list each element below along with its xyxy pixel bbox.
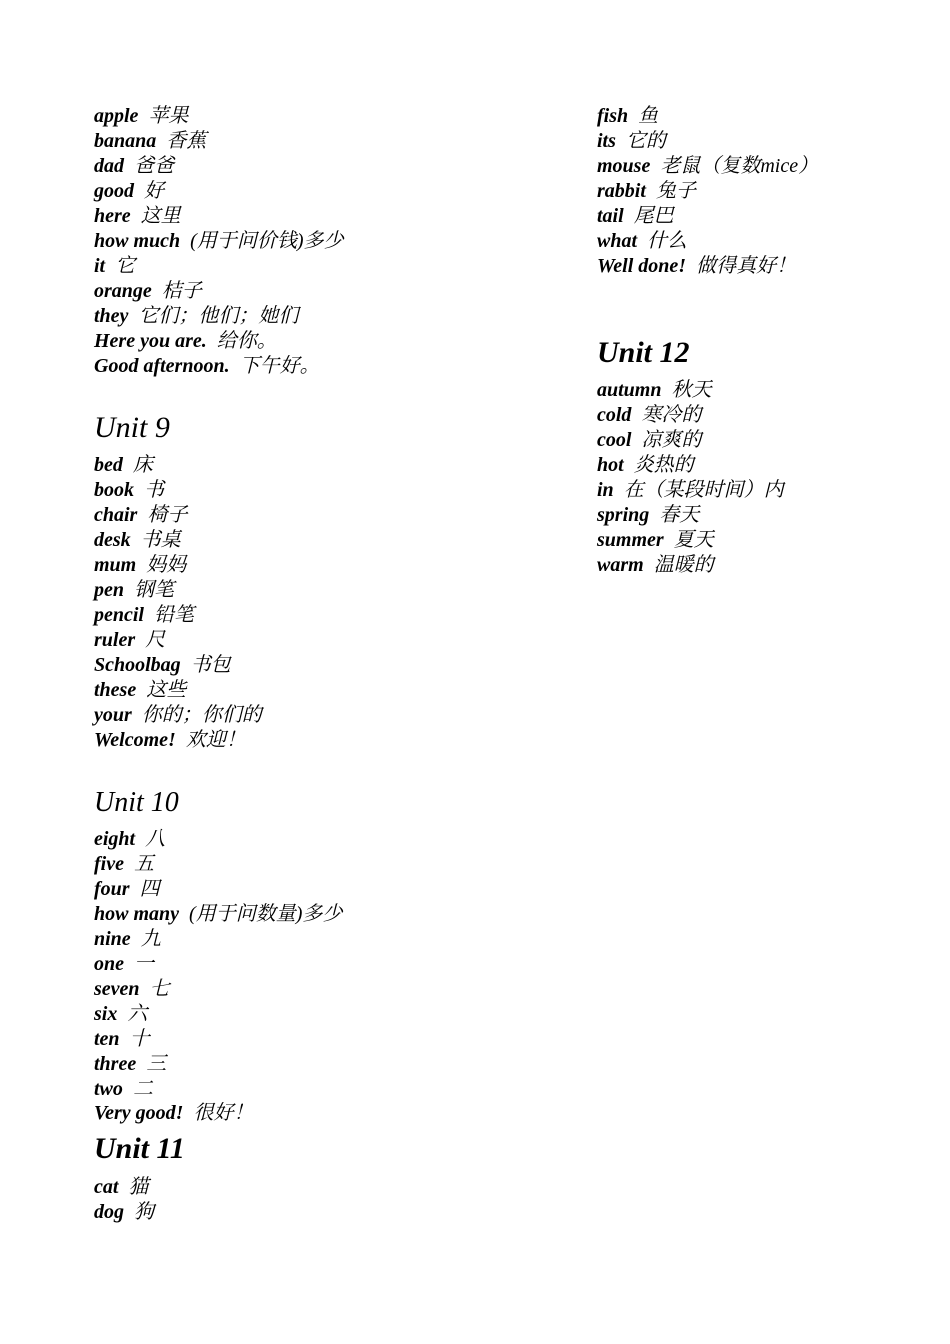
word-english: seven [94,978,140,1000]
word-chinese: 苹果 [148,105,189,127]
word-entry [94,852,154,876]
word-chinese: 做得真好！ [696,255,797,277]
word-english: it [94,255,106,277]
word-chinese: 六 [127,1003,148,1025]
word-entry [597,254,796,278]
word-english: mouse [597,155,651,177]
word-entry [94,254,135,278]
word-chinese: 它 [115,255,136,277]
word-chinese: 什么 [647,230,688,252]
word-entry [94,1027,150,1051]
word-entry [94,1101,253,1125]
word-english: summer [597,529,664,551]
word-chinese: 尺 [145,629,166,651]
word-chinese: 兔子 [655,180,696,202]
word-english: Very good! [94,1102,184,1124]
word-english: apple [94,105,139,127]
word-chinese: 你的；你们的 [141,704,262,726]
word-chinese: 尾巴 [633,205,674,227]
word-english: these [94,679,137,701]
word-chinese: 钢笔 [134,579,174,601]
word-entry [597,104,658,128]
word-entry [94,329,277,353]
word-entry [94,354,320,378]
word-english: what [597,230,638,252]
word-entry [94,877,160,901]
word-entry [94,154,174,178]
word-entry [94,553,186,577]
word-chinese: 老鼠（复数mice） [660,155,819,177]
word-entry [94,304,298,328]
word-chinese: 椅子 [147,504,188,526]
word-entry [94,1002,147,1026]
word-english: ruler [94,629,136,651]
word-entry [597,478,784,502]
word-english: desk [94,529,131,551]
word-english: two [94,1078,123,1100]
word-english: Well done! [597,255,687,277]
word-english: cool [597,429,632,451]
word-english: tail [597,205,624,227]
word-chinese: 给你。 [216,330,277,352]
unit11-heading: Unit 11 [94,1132,185,1165]
word-english: Here you are. [94,330,207,352]
word-english: eight [94,828,136,850]
word-entry [597,378,711,402]
word-english: how many [94,903,180,925]
word-chinese: 春天 [659,504,700,526]
word-chinese: 书桌 [140,529,181,551]
word-entry [94,129,206,153]
word-entry [94,578,174,602]
word-chinese: 温暖的 [653,554,714,576]
word-entry [597,428,701,452]
word-entry [94,1200,154,1224]
word-chinese: 这些 [146,679,187,701]
word-chinese: 炎热的 [633,454,694,476]
word-english: fish [597,105,629,127]
word-chinese: 九 [140,928,161,950]
word-english: your [94,704,132,726]
word-english: autumn [597,379,662,401]
word-chinese: (用于问价钱)多少 [190,230,344,252]
word-chinese: 床 [132,454,153,476]
word-entry [597,229,687,253]
word-entry [597,204,674,228]
word-entry [94,1052,166,1076]
unit12-heading: Unit 12 [597,336,690,369]
word-english: here [94,205,131,227]
word-english: good [94,180,134,202]
word-chinese: 八 [145,828,166,850]
word-entry [94,728,246,752]
word-chinese: 十 [129,1028,150,1050]
word-chinese: 香蕉 [166,130,207,152]
word-english: banana [94,130,157,152]
word-entry [94,453,153,477]
word-english: dad [94,155,124,177]
word-english: Schoolbag [94,654,181,676]
word-entry [94,827,165,851]
word-english: six [94,1003,118,1025]
word-chinese: 妈妈 [146,554,187,576]
word-english: book [94,479,134,501]
word-entry [597,129,666,153]
word-english: they [94,305,129,327]
word-english: warm [597,554,644,576]
word-entry [597,154,818,178]
word-english: pencil [94,604,144,626]
word-chinese: 秋天 [671,379,712,401]
word-english: one [94,953,124,975]
word-chinese: 欢迎！ [185,729,246,751]
word-chinese: 夏天 [673,529,714,551]
word-chinese: 四 [139,878,160,900]
word-chinese: 好 [144,180,164,202]
word-english: five [94,853,124,875]
word-entry [94,703,262,727]
word-entry [94,1175,148,1199]
word-entry [94,977,170,1001]
word-entry [94,902,342,926]
word-entry [94,952,154,976]
word-chinese: 狗 [134,1201,154,1223]
word-entry [94,229,343,253]
word-english: bed [94,454,123,476]
word-chinese: 五 [133,853,154,875]
word-chinese: 凉爽的 [641,429,702,451]
word-english: spring [597,504,650,526]
word-english: orange [94,280,152,302]
word-entry [94,1077,153,1101]
word-entry [597,553,714,577]
word-english: three [94,1053,137,1075]
word-entry [94,528,181,552]
word-entry [597,453,694,477]
word-entry [94,104,188,128]
word-english: Welcome! [94,729,176,751]
word-entry [597,503,699,527]
word-english: cat [94,1176,119,1198]
word-entry [94,678,186,702]
word-english: its [597,130,616,152]
word-chinese: 二 [132,1078,153,1100]
word-entry [94,927,161,951]
word-english: hot [597,454,624,476]
word-english: how much [94,230,181,252]
word-chinese: 鱼 [638,105,659,127]
word-entry [597,403,701,427]
unit10-heading: Unit 10 [94,787,179,818]
word-chinese: (用于问数量)多少 [189,903,343,925]
word-entry [94,478,164,502]
word-entry [597,528,714,552]
word-entry [94,653,231,677]
word-chinese: 桔子 [161,280,202,302]
word-english: cold [597,404,632,426]
word-entry [94,503,187,527]
word-chinese: 七 [149,978,170,1000]
word-entry [94,628,165,652]
word-english: mum [94,554,137,576]
word-chinese: 猫 [128,1176,149,1198]
word-chinese: 三 [146,1053,167,1075]
word-english: Good afternoon. [94,355,230,377]
word-chinese: 下午好。 [239,355,320,377]
word-english: dog [94,1201,124,1223]
word-chinese: 它们；他们；她们 [138,305,299,327]
word-chinese: 它的 [625,130,666,152]
word-chinese: 铅笔 [154,604,194,626]
word-chinese: 书包 [190,654,231,676]
word-chinese: 在（某段时间）内 [623,479,784,501]
word-english: ten [94,1028,120,1050]
word-english: chair [94,504,138,526]
word-entry [94,179,164,203]
word-chinese: 爸爸 [134,155,174,177]
word-english: nine [94,928,131,950]
word-entry [597,179,696,203]
word-english: rabbit [597,180,646,202]
word-english: four [94,878,130,900]
word-entry [94,279,202,303]
word-chinese: 寒冷的 [641,404,702,426]
word-entry [94,603,194,627]
word-english: in [597,479,614,501]
word-entry [94,204,181,228]
word-chinese: 很好！ [193,1102,254,1124]
word-chinese: 这里 [140,205,181,227]
word-english: pen [94,579,124,601]
word-chinese: 书 [144,479,164,501]
unit9-heading: Unit 9 [94,411,170,444]
word-chinese: 一 [134,953,154,975]
